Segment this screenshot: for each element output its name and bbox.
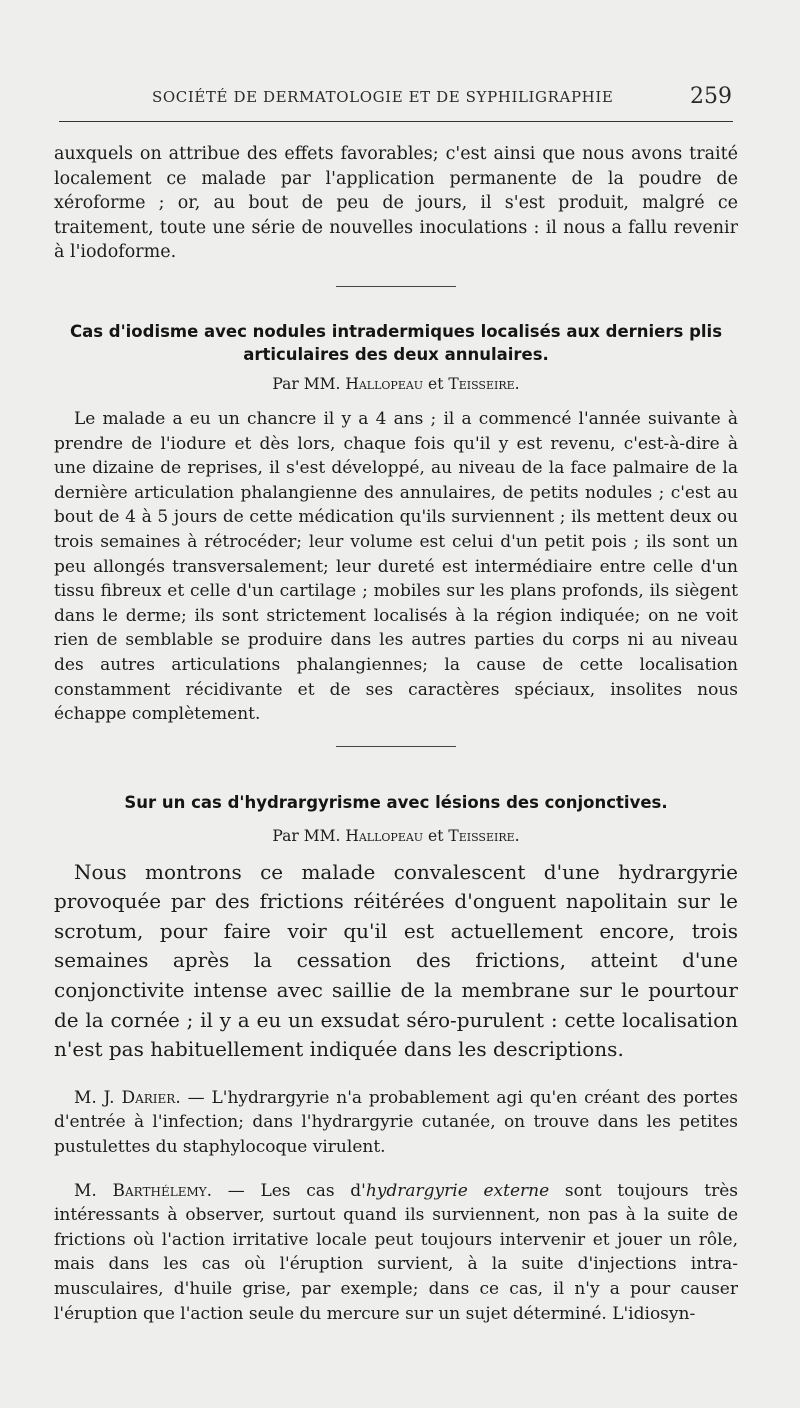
page-number: 259: [690, 84, 732, 109]
running-title: SOCIÉTÉ DE DERMATOLOGIE ET DE SYPHILIGRAPHIE: [152, 88, 614, 106]
remark-text: — L'hydrargyrie n'a probablement agi qu'en créant des portes d'entrée à l'infection; dans l'hydrargyrie cutanée, on trouve dans les petites pustulettes du staphylocoque virulent.: [54, 1087, 738, 1158]
section2-body: Nous montrons ce malade convalescent d'une hydrargyrie provoquée par des frictions réitérées d'onguent napolitain sur le scrotum, pour faire voir qu'il est actuellement encore, trois semaines après la cessation des frictions, atteint d'une conjonctivite intense avec saillie de la membrane sur le pourtour de la cornée ; il y a eu un exsudat séro-purulent : cette localisation n'est pas habituellement indiquée dans les descriptions.: [54, 859, 738, 1062]
intro-paragraph: auxquels on attribue des effets favorables; c'est ainsi que nous avons traité localement ce malade par l'application permanente de la poudre de xéroforme ; or, au bout de peu de jours, il s'est produit, malgré ce traitement, toute une série de nouvelles inoculations : il nous a fallu revenir à l'iodoforme.: [54, 144, 738, 263]
byline-author: Teisseire.: [448, 374, 520, 393]
darier-remark: [54, 1086, 738, 1160]
speaker-name: Barthélemy.: [112, 1180, 213, 1201]
header-rule: [59, 121, 733, 122]
section-separator: [336, 746, 456, 747]
running-head: [56, 84, 732, 114]
byline-prefix: Par MM.: [272, 374, 341, 393]
byline-author: Hallopeau: [345, 826, 424, 845]
speaker-prefix: M. J.: [74, 1087, 115, 1108]
byline-author: Hallopeau: [345, 374, 424, 393]
section1-body: Le malade a eu un chancre il y a 4 ans ; il a commencé l'année suivante à prendre de l'iodure et dès lors, chaque fois qu'il y est revenu, c'est-à-dire à une dizaine de reprises, il s'est développé, au niveau de la face palmaire de la dernière articulation phalangienne des annulaires, de petits nodules ; c'est au bout de 4 à 5 jours de cette médication qu'ils surviennent ; ils mettent deux ou trois semaines à rétrocéder; leur volume est celui d'un petit pois ; ils sont un peu allongés transversalement; leur dureté est intermédiaire entre celle d'un tissu fibreux et celle d'un cartilage ; mobiles sur les plans profonds, ils siègent dans le derme; ils sont strictement localisés à la région indiquée; on ne voit rien de semblable se produire dans les autres parties du corps ni au niveau des autres articulations phalangiennes; la cause de cette localisation constamment récidivante et de ses caractères spéciaux, insolites nous échappe complètement.: [54, 408, 738, 725]
byline-conjunction: et: [428, 826, 444, 845]
remark-emphasis: hydrargyrie externe: [365, 1180, 550, 1201]
remark-text: sont toujours très intéressants à observer, surtout quand ils surviennent, non pas à la suite de frictions où l'action irritative locale peut toujours intervenir et jouer un rôle, mais dans les cas où l'éruption survient, à la suite d'injections intra-musculaires, d'huile grise, par exemple; dans ce cas, il n'y a pour causer l'éruption que l'action seule du mercure sur un sujet déterminé. L'idiosyn-: [54, 1180, 739, 1324]
section2-title: Sur un cas d'hydrargyrisme avec lésions des conjonctives.: [124, 792, 668, 812]
byline-author: Teisseire.: [448, 826, 520, 845]
section-separator: [336, 286, 456, 287]
speaker-name: Darier.: [121, 1087, 181, 1108]
byline-prefix: Par MM.: [272, 826, 341, 845]
section2-byline: [54, 827, 738, 845]
remark-text: — Les cas d': [212, 1180, 366, 1201]
section1-byline: [54, 375, 738, 393]
byline-conjunction: et: [428, 374, 444, 393]
barthelemy-remark: [54, 1179, 738, 1327]
section1-title: Cas d'iodisme avec nodules intradermiques localisés aux derniers plis articulaires des deux annulaires.: [69, 321, 723, 364]
speaker-prefix: M.: [74, 1180, 97, 1201]
page-content: [54, 142, 738, 1326]
